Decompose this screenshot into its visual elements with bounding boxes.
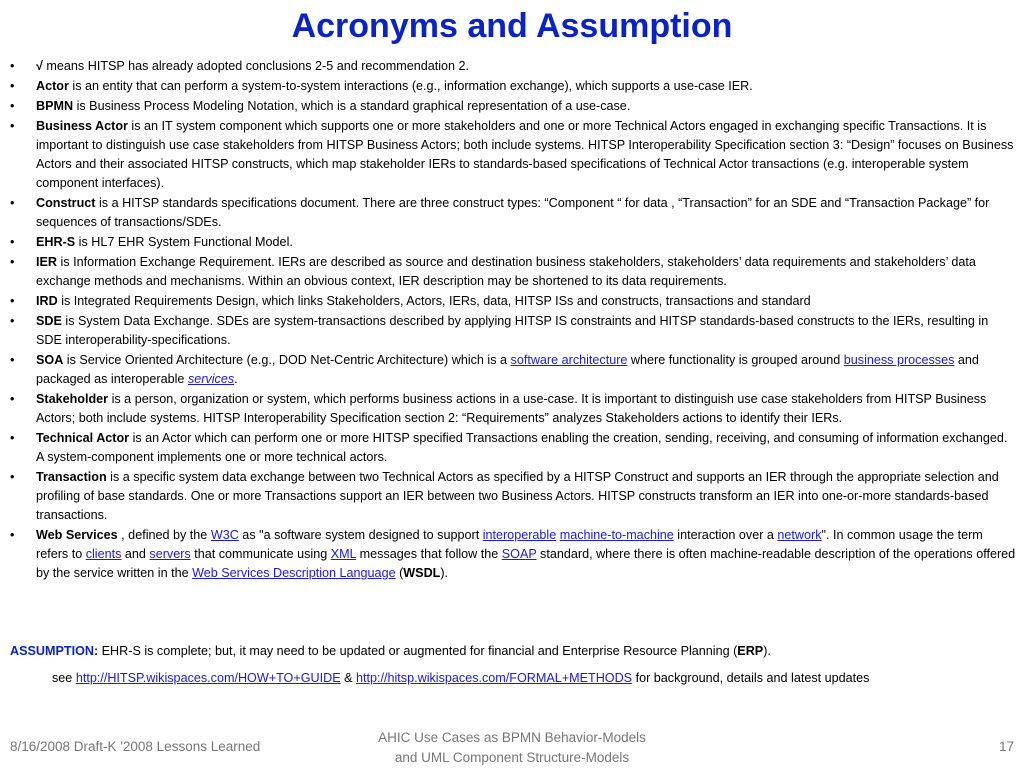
- definition-term: Stakeholder: [36, 392, 109, 406]
- assumption-text: EHR-S is complete; but, it may need to be updated or augmented for financial and Enterprise Resource Planning (: [98, 644, 738, 658]
- definition-link[interactable]: network: [777, 528, 822, 542]
- definition-term: SOA: [36, 353, 64, 367]
- definition-text: interaction over a: [673, 528, 778, 542]
- definition-term: IRD: [36, 294, 58, 308]
- definition-text: means HITSP has already adopted conclusions 2-5 and recommendation 2.: [42, 59, 470, 73]
- definition-bold-text: WSDL: [403, 566, 441, 580]
- definition-term: Construct: [36, 196, 96, 210]
- definition-item: [8, 97, 1016, 116]
- definition-link[interactable]: clients: [85, 547, 122, 561]
- definition-item: [8, 351, 1016, 389]
- definition-text: is Information Exchange Requirement. IERs are described as source and destination business stakeholders, stakeholders’ data requirements and stakeholders’ data exchange methods and mechanisms. Within an obvious context, IER description may be shortened to its data requirements.: [36, 255, 976, 288]
- definition-term: SDE: [36, 314, 62, 328]
- definition-text: is a specific system data exchange between two Technical Actors as specified by a HITSP Construct and supports an IER through the appropriate selection and profiling of base standards. One or more Transactions support an IER between two Business Actors. HITSP constructs transform an IER into one-or-more standards-based transactions.: [36, 470, 999, 522]
- definition-text: .: [234, 372, 238, 386]
- page-number: 17: [998, 739, 1014, 754]
- definition-text: ". In common usage the term refers to: [36, 528, 983, 561]
- definition-text: is Service Oriented Architecture (e.g., DOD Net-Centric Architecture) which is a: [63, 353, 511, 367]
- assumption-label: ASSUMPTION:: [10, 644, 99, 658]
- definition-term: Business Actor: [36, 119, 128, 133]
- definition-term: Actor: [36, 79, 69, 93]
- see-line: [52, 669, 1012, 688]
- definition-term: BPMN: [36, 99, 74, 113]
- definition-item: [8, 233, 1016, 252]
- definition-link[interactable]: services: [187, 372, 235, 386]
- definition-item: [8, 77, 1016, 96]
- definition-term: Technical Actor: [36, 431, 130, 445]
- assumption-erp: ERP: [737, 644, 764, 658]
- assumption-line: [10, 642, 1014, 661]
- formal-methods-link[interactable]: http://hitsp.wikispaces.com/FORMAL+METHODS: [356, 671, 633, 685]
- definition-text: that communicate using: [190, 547, 331, 561]
- definition-link[interactable]: Web Services Description Language: [192, 566, 396, 580]
- definition-text: , defined by the: [117, 528, 211, 542]
- definition-item: [8, 57, 1016, 76]
- definition-text: as "a software system designed to support: [238, 528, 483, 542]
- definition-item: [8, 526, 1016, 583]
- definition-item: [8, 253, 1016, 291]
- footer-title: [312, 728, 712, 768]
- definition-link[interactable]: SOAP: [501, 547, 537, 561]
- definition-text: standard, where there is often machine-readable description of the operations offered by the service written in the: [36, 547, 1016, 580]
- definition-text: is an IT system component which supports one or more stakeholders and one or more Technical Actors engaged in exchanging specific Transactions. It is important to distinguish use case stakeholders from HITSP Business Actors; both include systems. HITSP Interoperability Specification section 3: “Design” focuses on Business Actors and their associated HITSP constructs, which map stakeholder IERs to standards-based specifications of Technical Actor transactions (e.g. interoperable system component interfaces).: [36, 119, 1014, 190]
- definition-term: Web Services: [36, 528, 118, 542]
- definition-link[interactable]: W3C: [210, 528, 239, 542]
- definition-text: is Business Process Modeling Notation, which is a standard graphical representation of a use-case.: [73, 99, 631, 113]
- definition-item: [8, 292, 1016, 311]
- definition-link[interactable]: machine-to-machine: [559, 528, 674, 542]
- definition-text: messages that follow the: [356, 547, 502, 561]
- definition-item: [8, 390, 1016, 428]
- definition-link[interactable]: interoperable: [482, 528, 557, 542]
- definition-link[interactable]: servers: [149, 547, 191, 561]
- definition-link[interactable]: business processes: [843, 353, 955, 367]
- footer-title-line1: AHIC Use Cases as BPMN Behavior-Models: [378, 730, 646, 745]
- definition-link[interactable]: XML: [330, 547, 357, 561]
- definition-item: [8, 117, 1016, 193]
- see-prefix: see: [52, 671, 76, 685]
- definition-text: where functionality is grouped around: [627, 353, 844, 367]
- definition-text: (: [395, 566, 404, 580]
- definition-item: [8, 429, 1016, 467]
- definition-text: and packaged as interoperable: [36, 353, 979, 386]
- footer-date: 8/16/2008 Draft-K '2008 Lessons Learned: [10, 739, 261, 754]
- definition-text: is HL7 EHR System Functional Model.: [75, 235, 293, 249]
- definition-term: √: [36, 59, 43, 73]
- footer-title-line2: and UML Component Structure-Models: [394, 750, 630, 765]
- definition-text: is an entity that can perform a system-to-system interactions (e.g., information exchange), which supports a use-case IER.: [68, 79, 753, 93]
- definitions-list: [8, 57, 1016, 584]
- see-amp: &: [340, 671, 356, 685]
- definition-link[interactable]: software architecture: [510, 353, 628, 367]
- definition-text: is a person, organization or system, which performs business actions in a use-case. It is important to distinguish use case stakeholders from HITSP Business Actors; both include systems. HITSP Interoperability Specification section 2: “Requirements” analyzes Stakeholders actions to identify their IERs.: [36, 392, 987, 425]
- definition-text: is Integrated Requirements Design, which links Stakeholders, Actors, IERs, data, HITSP ISs and constructs, transactions and standard: [57, 294, 811, 308]
- definition-text: ).: [440, 566, 449, 580]
- definition-item: [8, 312, 1016, 350]
- definition-term: Transaction: [36, 470, 107, 484]
- definition-text: and: [121, 547, 150, 561]
- slide-title: Acronyms and Assumption: [291, 7, 733, 45]
- how-to-guide-link[interactable]: http://HITSP.wikispaces.com/HOW+TO+GUIDE: [75, 671, 341, 685]
- see-suffix: for background, details and latest updates: [632, 671, 870, 685]
- definition-term: EHR-S: [36, 235, 76, 249]
- definition-item: [8, 468, 1016, 525]
- definition-term: IER: [36, 255, 57, 269]
- definition-item: [8, 194, 1016, 232]
- definition-text: is System Data Exchange. SDEs are system-transactions described by applying HITSP IS constraints and HITSP standards-based constructs to the IERs, resulting in SDE interoperability-specifications.: [36, 314, 989, 347]
- definition-text: is a HITSP standards specifications document. There are three construct types: “Component “ for data , “Transaction” for an SDE and “Transaction Package” for sequences of transactions/SDEs.: [36, 196, 990, 229]
- assumption-end: ).: [763, 644, 771, 658]
- definition-text: is an Actor which can perform one or more HITSP specified Transactions enabling the creation, sending, receiving, and consuming of information exchanged. A system-component implements one or more technical actors.: [36, 431, 1008, 464]
